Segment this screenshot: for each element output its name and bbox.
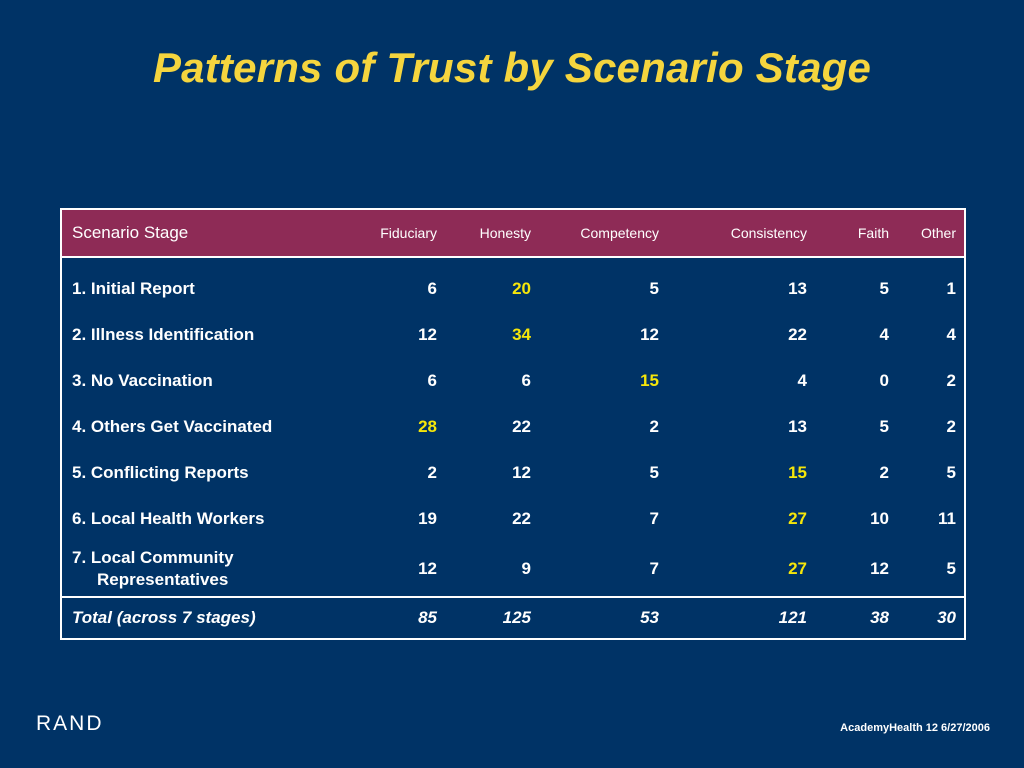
value-cell: 1 — [946, 279, 956, 298]
value-cell: 6 — [521, 371, 531, 390]
value-cell: 0 — [879, 371, 889, 390]
total-value: 85 — [333, 597, 445, 639]
value-cell: 2 — [879, 463, 889, 482]
value-cell: 4 — [879, 325, 889, 344]
trust-table — [60, 208, 966, 640]
table-row — [61, 450, 965, 496]
value-cell: 5 — [649, 463, 659, 482]
header-consistency: Consistency — [667, 209, 815, 257]
value-cell: 2 — [946, 371, 956, 390]
stage-label: 6. Local Health Workers — [72, 509, 265, 528]
stage-label: 1. Initial Report — [72, 279, 195, 298]
value-cell: 6 — [427, 371, 437, 390]
stage-label: 5. Conflicting Reports — [72, 463, 249, 482]
table-row — [61, 404, 965, 450]
table-row — [61, 542, 965, 597]
table-row — [61, 358, 965, 404]
total-value: 30 — [897, 597, 965, 639]
value-cell: 13 — [788, 417, 807, 436]
stage-label: 2. Illness Identification — [72, 325, 255, 344]
stage-label: 4. Others Get Vaccinated — [72, 417, 273, 436]
stage-cell — [61, 496, 333, 542]
value-cell: 11 — [938, 509, 956, 528]
stage-cell — [61, 404, 333, 450]
total-value: 38 — [815, 597, 897, 639]
slide-title: Patterns of Trust by Scenario Stage — [152, 44, 872, 91]
value-cell: 7 — [649, 559, 659, 578]
header-other: Other — [897, 209, 965, 257]
value-cell: 12 — [418, 559, 437, 578]
footer-text: AcademyHealth 12 6/27/2006 — [840, 722, 990, 734]
table-row — [61, 312, 965, 358]
stage-cell — [61, 542, 333, 597]
table-row — [61, 257, 965, 312]
value-cell: 13 — [788, 279, 807, 298]
table-header-row — [61, 209, 965, 257]
value-cell: 20 — [512, 279, 531, 298]
value-cell: 4 — [797, 371, 807, 390]
stage-cell — [61, 450, 333, 496]
value-cell: 12 — [418, 325, 437, 344]
header-fiduciary: Fiduciary — [333, 209, 445, 257]
value-cell: 15 — [788, 463, 807, 482]
value-cell: 2 — [427, 463, 437, 482]
table-body — [61, 257, 965, 597]
header-faith: Faith — [815, 209, 897, 257]
value-cell: 27 — [788, 559, 807, 578]
rand-logo: RAND — [36, 712, 104, 735]
value-cell: 4 — [946, 325, 956, 344]
value-cell: 5 — [946, 463, 956, 482]
table-row — [61, 496, 965, 542]
stage-cell — [61, 358, 333, 404]
value-cell: 27 — [788, 509, 807, 528]
value-cell: 5 — [649, 279, 659, 298]
header-scenario-stage: Scenario Stage — [61, 209, 333, 257]
header-honesty: Honesty — [445, 209, 539, 257]
stage-cell — [61, 312, 333, 358]
value-cell: 5 — [946, 559, 956, 578]
value-cell: 12 — [640, 325, 659, 344]
value-cell: 22 — [512, 417, 531, 436]
stage-cell — [61, 257, 333, 312]
value-cell: 10 — [870, 509, 889, 528]
value-cell: 2 — [649, 417, 659, 436]
value-cell: 15 — [640, 371, 659, 390]
value-cell: 9 — [521, 559, 531, 578]
total-value: 53 — [539, 597, 667, 639]
value-cell: 22 — [788, 325, 807, 344]
header-competency: Competency — [539, 209, 667, 257]
value-cell: 2 — [946, 417, 956, 436]
value-cell: 12 — [870, 559, 889, 578]
value-cell: 7 — [649, 509, 659, 528]
stage-label-line2: Representatives — [97, 570, 229, 589]
value-cell: 5 — [879, 417, 889, 436]
total-label: Total (across 7 stages) — [61, 597, 333, 639]
stage-label: 3. No Vaccination — [72, 371, 213, 390]
value-cell: 12 — [512, 463, 531, 482]
value-cell: 6 — [427, 279, 437, 298]
total-value: 121 — [667, 597, 815, 639]
total-row — [61, 597, 965, 639]
value-cell: 34 — [512, 325, 531, 344]
value-cell: 19 — [418, 509, 437, 528]
value-cell: 28 — [418, 417, 437, 436]
value-cell: 5 — [879, 279, 889, 298]
stage-label: 7. Local Community — [72, 548, 234, 567]
total-value: 125 — [445, 597, 539, 639]
value-cell: 22 — [512, 509, 531, 528]
